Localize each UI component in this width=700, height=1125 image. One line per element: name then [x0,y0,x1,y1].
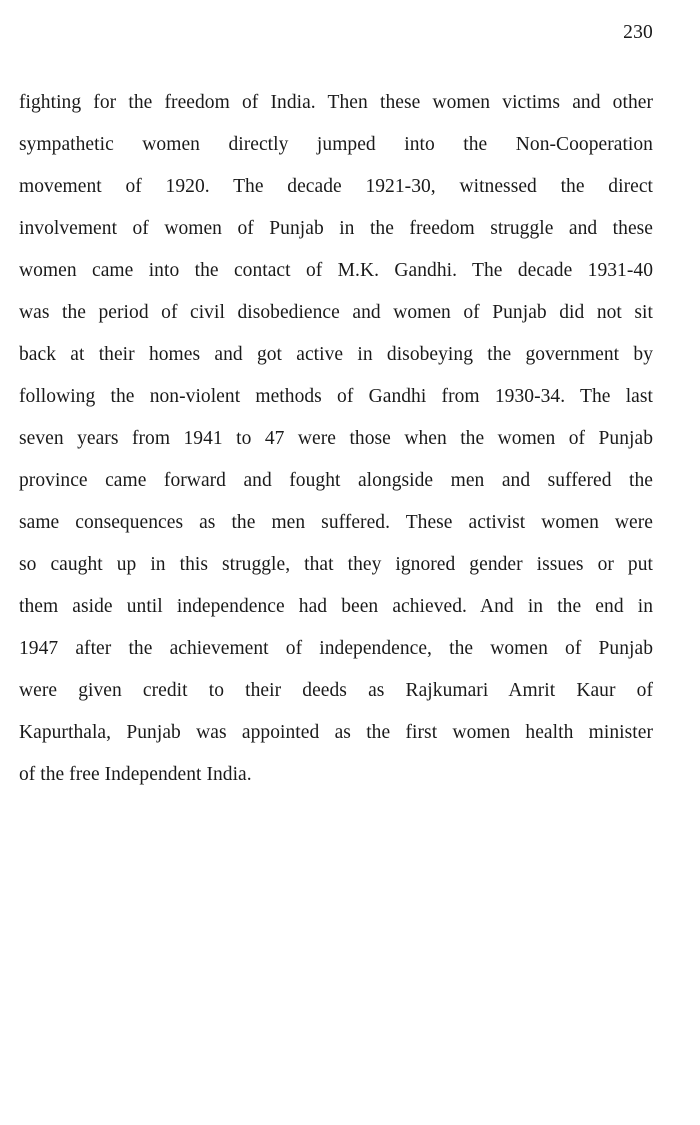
body-text-line: seven years from 1941 to 47 were those when the women of Punjab [19,428,653,449]
body-text-line: were given credit to their deeds as Rajkumari Amrit Kaur of [19,680,653,701]
body-text-line: Kapurthala, Punjab was appointed as the first women health minister [19,722,653,743]
body-text-line: was the period of civil disobedience and women of Punjab did not sit [19,302,653,323]
body-text-line: so caught up in this struggle, that they ignored gender issues or put [19,554,653,575]
body-text-line: fighting for the freedom of India. Then these women victims and other [19,92,653,113]
body-text-line: province came forward and fought alongside men and suffered the [19,470,653,491]
page-header [19,22,653,44]
body-text-line: them aside until independence had been achieved. And in the end in [19,596,653,617]
body-text-line: of the free Independent India. [19,764,252,785]
body-text-line: back at their homes and got active in disobeying the government by [19,344,653,365]
body-text-line: sympathetic women directly jumped into the Non-Cooperation [19,134,653,155]
body-text-line: involvement of women of Punjab in the freedom struggle and these [19,218,653,239]
body-text-line: 1947 after the achievement of independence, the women of Punjab [19,638,653,659]
body-text-line: women came into the contact of M.K. Gandhi. The decade 1931-40 [19,260,653,281]
body-text-block [19,82,653,796]
body-text-line: movement of 1920. The decade 1921-30, witnessed the direct [19,176,653,197]
page-number: 230 [623,22,653,43]
body-text-line: following the non-violent methods of Gandhi from 1930-34. The last [19,386,653,407]
body-text-line: same consequences as the men suffered. These activist women were [19,512,653,533]
